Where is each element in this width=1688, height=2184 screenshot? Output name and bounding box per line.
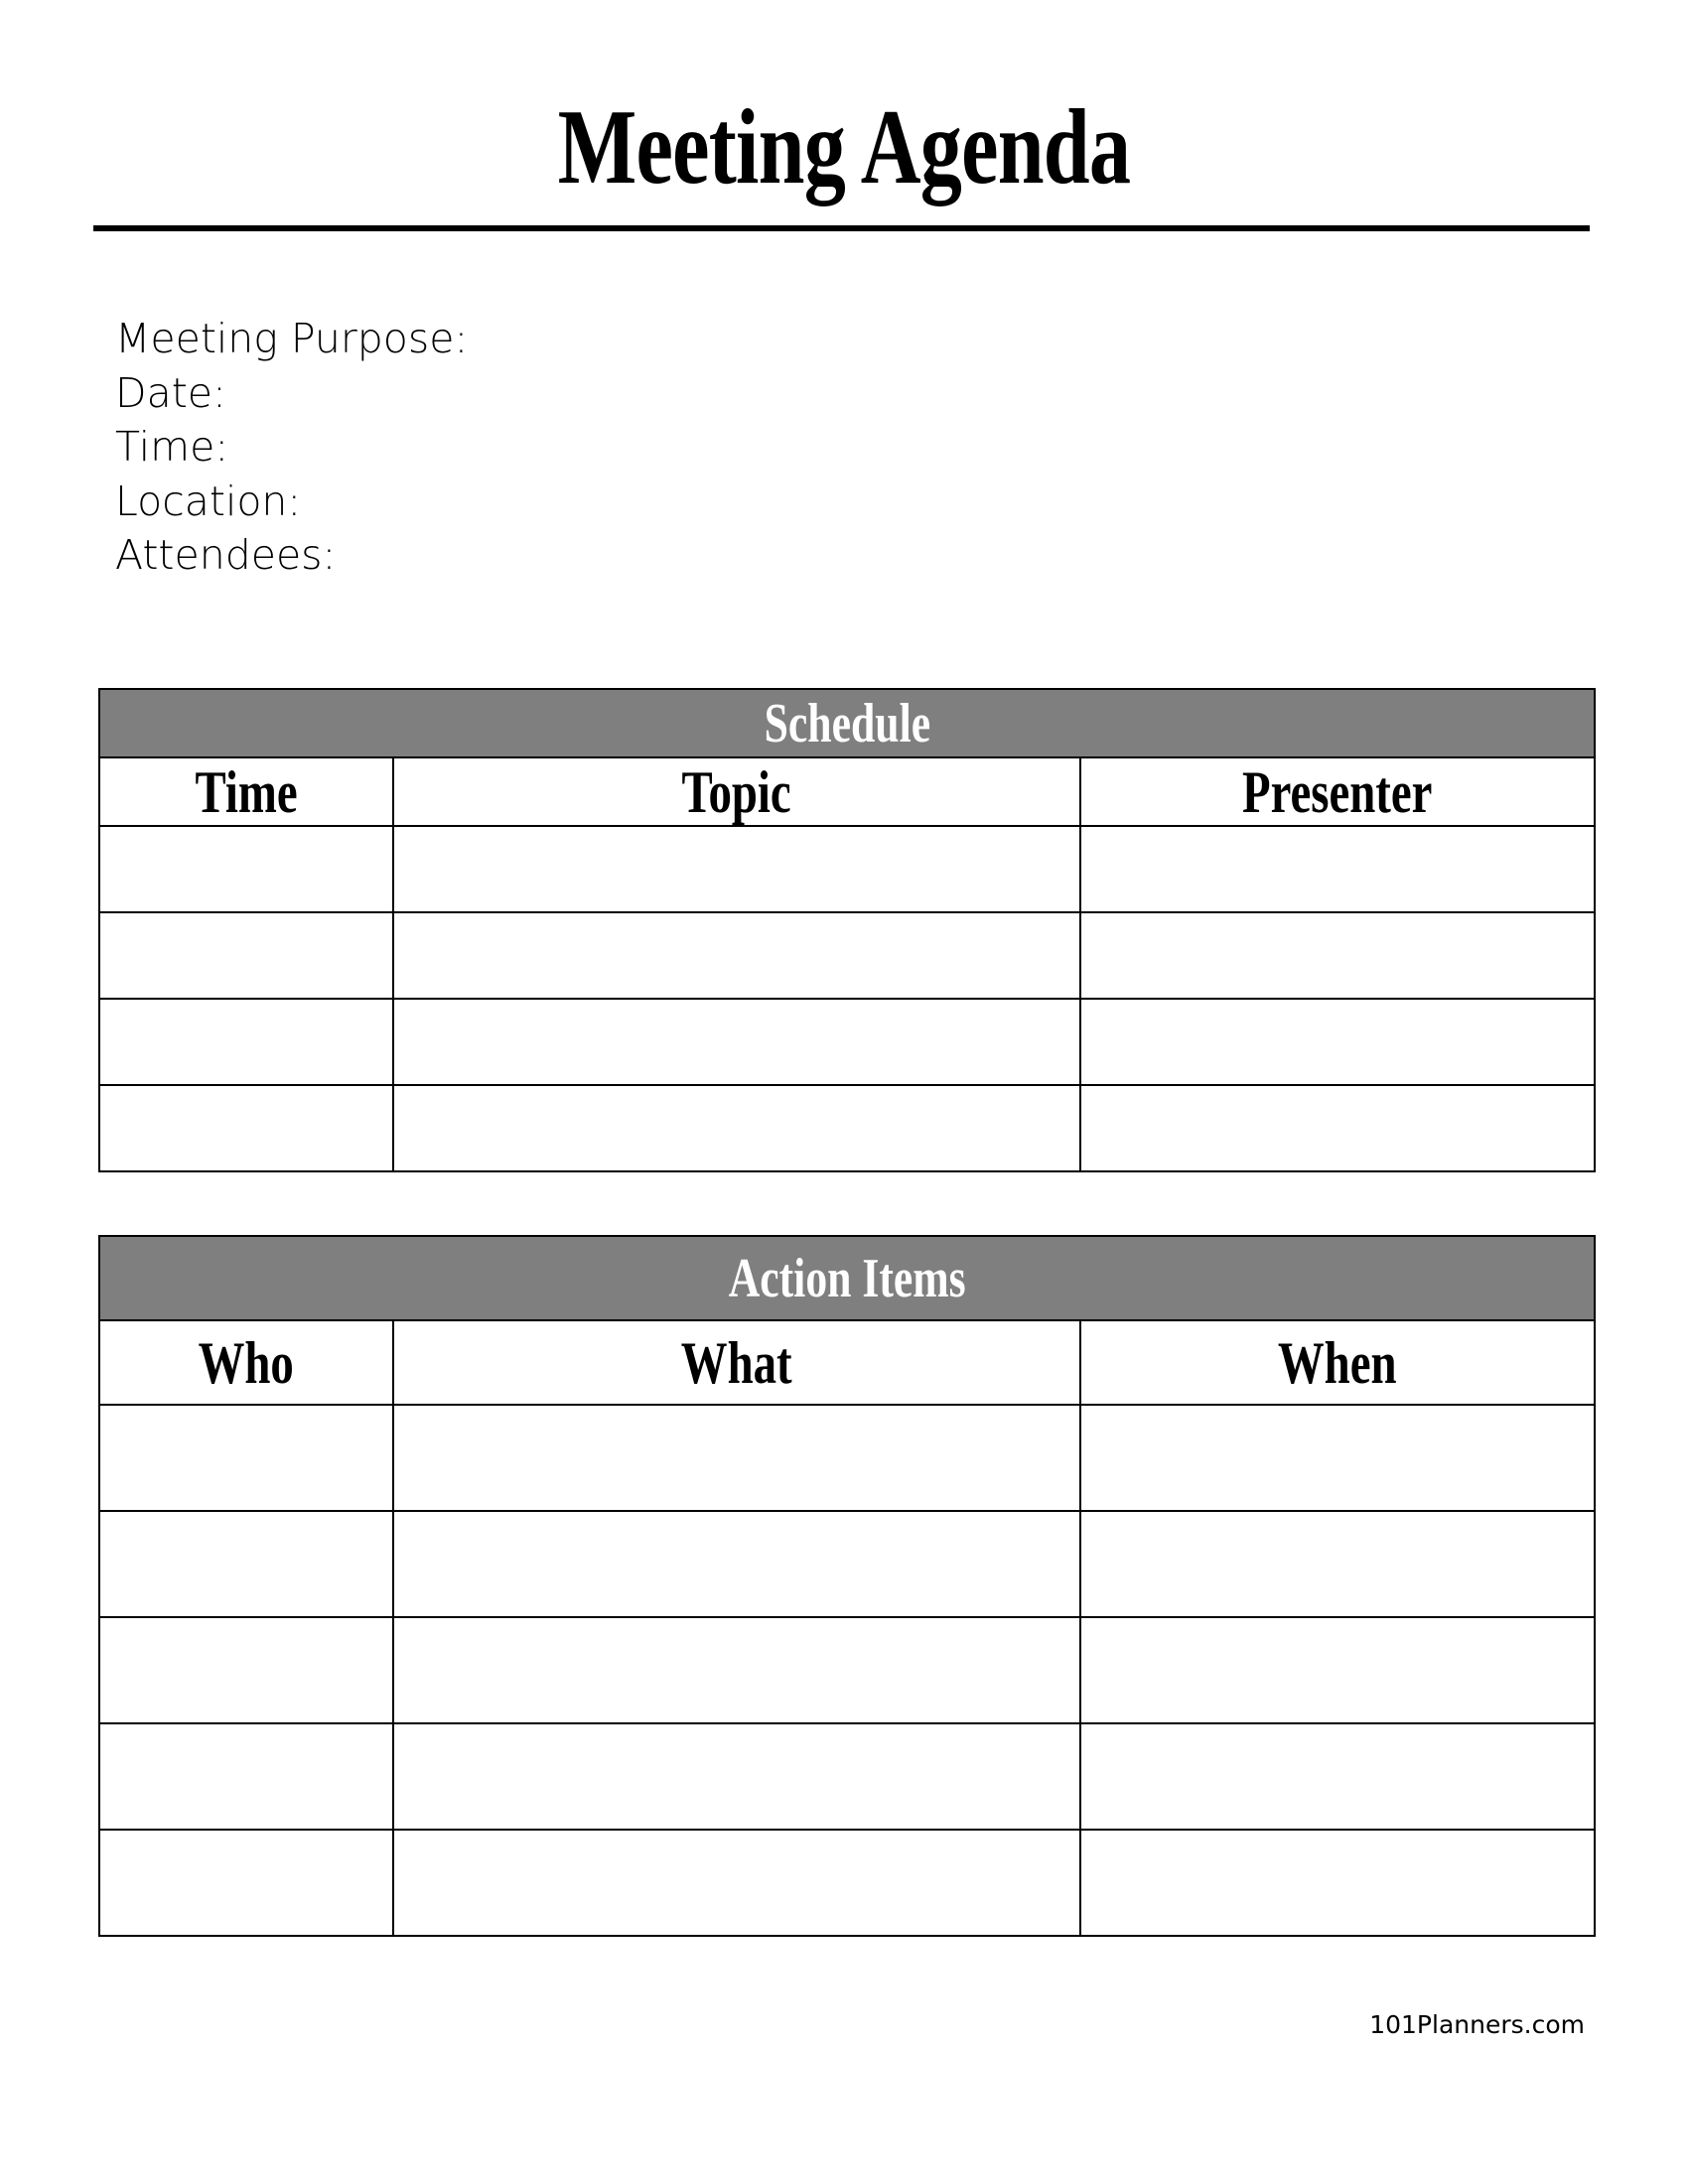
schedule-cell[interactable]: [393, 912, 1080, 999]
page-title: Meeting Agenda: [557, 88, 1131, 206]
schedule-cell[interactable]: [1080, 912, 1595, 999]
schedule-cell[interactable]: [99, 1085, 393, 1171]
meeting-info: [115, 312, 468, 583]
schedule-cell[interactable]: [393, 826, 1080, 912]
action-cell[interactable]: [99, 1405, 393, 1511]
action-items-title: Action Items: [728, 1247, 966, 1309]
schedule-col-topic: Topic: [393, 757, 1080, 826]
table-row: [99, 1723, 1595, 1830]
schedule-cell[interactable]: [1080, 826, 1595, 912]
action-cell[interactable]: [1080, 1617, 1595, 1723]
footer-credit: 101Planners.com: [1369, 2010, 1585, 2039]
action-cell[interactable]: [1080, 1723, 1595, 1830]
action-cell[interactable]: [393, 1617, 1080, 1723]
action-cell[interactable]: [393, 1723, 1080, 1830]
table-row: [99, 1830, 1595, 1936]
table-row: [99, 1085, 1595, 1171]
schedule-cell[interactable]: [1080, 999, 1595, 1085]
action-col-when: When: [1080, 1320, 1595, 1405]
date-label: Date:: [115, 368, 226, 417]
schedule-cell[interactable]: [99, 999, 393, 1085]
schedule-cell[interactable]: [393, 999, 1080, 1085]
location-label: Location:: [115, 477, 302, 525]
action-cell[interactable]: [1080, 1511, 1595, 1617]
action-col-what: What: [393, 1320, 1080, 1405]
time-label: Time:: [115, 423, 229, 471]
schedule-title: Schedule: [764, 692, 930, 754]
table-row: [99, 999, 1595, 1085]
table-row: [99, 826, 1595, 912]
action-cell[interactable]: [99, 1511, 393, 1617]
meeting-purpose-label: Meeting Purpose:: [115, 315, 469, 362]
schedule-col-time: Time: [99, 757, 393, 826]
action-cell[interactable]: [1080, 1830, 1595, 1936]
table-row: [99, 912, 1595, 999]
action-cell[interactable]: [393, 1511, 1080, 1617]
action-items-table: [98, 1235, 1596, 1937]
table-row: [99, 1405, 1595, 1511]
schedule-title-band: [99, 689, 1595, 757]
schedule-cell[interactable]: [393, 1085, 1080, 1171]
action-items-title-band: [99, 1236, 1595, 1320]
action-col-who: Who: [99, 1320, 393, 1405]
action-cell[interactable]: [99, 1830, 393, 1936]
table-row: [99, 1617, 1595, 1723]
action-cell[interactable]: [393, 1405, 1080, 1511]
title-divider: [93, 225, 1590, 231]
schedule-col-presenter: Presenter: [1080, 757, 1595, 826]
schedule-cell[interactable]: [99, 912, 393, 999]
schedule-table: [98, 688, 1596, 1172]
action-cell[interactable]: [99, 1723, 393, 1830]
schedule-cell[interactable]: [99, 826, 393, 912]
schedule-cell[interactable]: [1080, 1085, 1595, 1171]
attendees-label: Attendees:: [115, 531, 337, 579]
action-cell[interactable]: [99, 1617, 393, 1723]
table-row: [99, 1511, 1595, 1617]
action-cell[interactable]: [1080, 1405, 1595, 1511]
action-cell[interactable]: [393, 1830, 1080, 1936]
